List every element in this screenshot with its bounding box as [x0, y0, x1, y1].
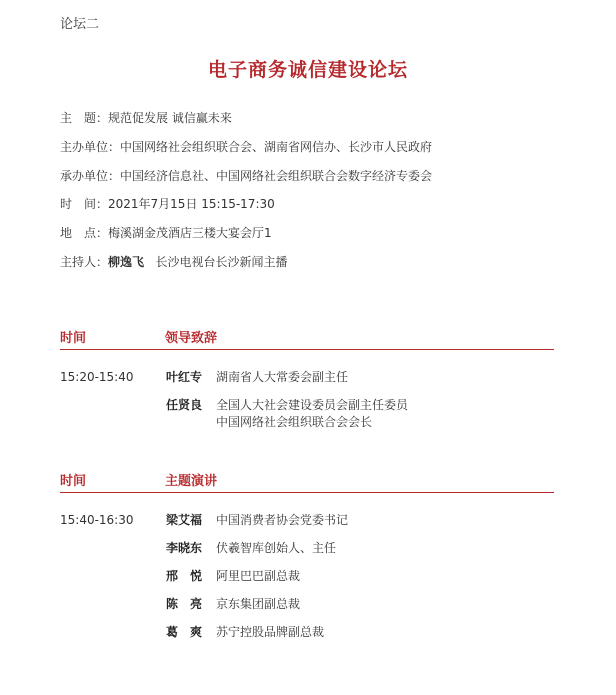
speaker-row	[166, 397, 408, 431]
info-place: 地 点：梅溪湖金茂酒店三楼大宴会厅1	[60, 226, 272, 241]
section-col-title: 领导致辞	[165, 331, 218, 346]
speaker-row	[166, 540, 336, 557]
section-col-time: 时间	[60, 474, 87, 489]
speaker-row	[166, 596, 300, 613]
forum-label: 论坛二	[60, 17, 100, 32]
info-organizer: 承办单位：中国经济信息社、中国网络社会组织联合会数字经济专委会	[60, 168, 433, 183]
speaker-role: 京东集团副总裁	[216, 597, 301, 611]
speaker-row	[166, 568, 300, 585]
speaker-role: 伏羲智库创始人、主任	[216, 541, 337, 555]
speaker-role: 全国人大社会建设委员会副主任委员	[216, 398, 409, 412]
speaker-role: 中国消费者协会党委书记	[216, 513, 349, 527]
section-divider	[60, 349, 554, 350]
session-time: 15:20-15:40	[60, 370, 134, 384]
speaker-name: 陈 亮	[166, 597, 203, 611]
section-keynote	[60, 468, 554, 639]
section-col-time: 时间	[60, 331, 87, 346]
section-header	[60, 325, 554, 349]
forum-info	[60, 109, 580, 282]
info-time: 时 间：2021年7月15日 15:15-17:30	[60, 197, 275, 212]
speaker-role-secondary: 中国网络社会组织联合会会长	[216, 415, 373, 429]
info-moderator	[60, 253, 580, 282]
speaker-name: 梁艾福	[166, 513, 203, 527]
page-title: 电子商务诚信建设论坛	[207, 59, 408, 81]
speaker-row	[166, 369, 348, 386]
speaker-name: 邢 悦	[166, 569, 203, 583]
speaker-role: 阿里巴巴副总裁	[216, 569, 301, 583]
section-col-title: 主题演讲	[165, 474, 218, 489]
speaker-row	[166, 512, 348, 529]
info-theme: 主 题：规范促发展 诚信赢未来	[60, 111, 232, 125]
section-leader-speech	[60, 325, 554, 429]
speaker-role: 苏宁控股品牌副总裁	[216, 625, 325, 639]
speaker-name: 李晓东	[166, 541, 203, 555]
moderator-name: 柳逸飞	[108, 254, 145, 269]
moderator-role: 长沙电视台长沙新闻主播	[155, 254, 288, 269]
speaker-row	[166, 624, 324, 641]
speaker-name: 葛 爽	[166, 625, 203, 639]
section-header	[60, 468, 554, 492]
speaker-name: 叶红专	[166, 370, 203, 384]
speaker-name: 任贤良	[166, 398, 203, 412]
speaker-role: 湖南省人大常委会副主任	[216, 370, 349, 384]
section-divider	[60, 492, 554, 493]
session-time: 15:40-16:30	[60, 513, 134, 527]
moderator-prefix: 主持人：	[60, 254, 109, 269]
info-host: 主办单位：中国网络社会组织联合会、湖南省网信办、长沙市人民政府	[60, 139, 433, 154]
